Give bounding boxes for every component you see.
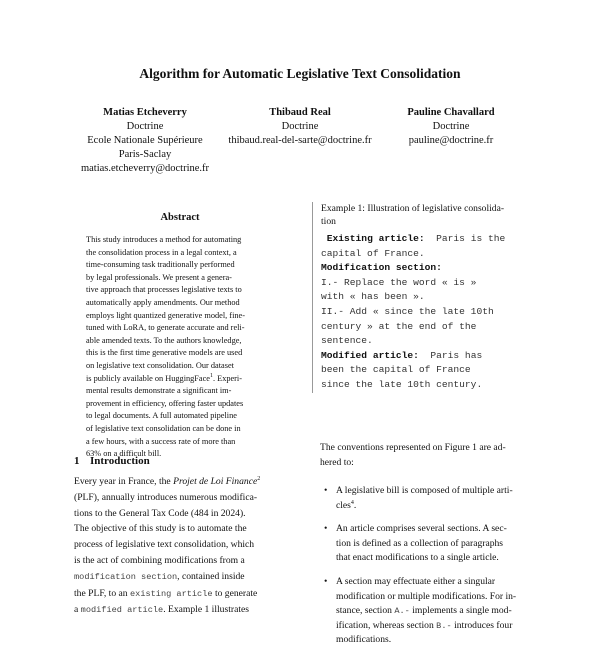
footnote-mark[interactable]: 1 xyxy=(209,372,213,379)
example-caption: Example 1: Illustration of legislative consolida- tion xyxy=(321,203,505,227)
abstract-line: 63% on a difficult bill. xyxy=(86,449,162,459)
list-item: • A section may effectuate either a singular modification or multiple modifications. For in- stance, section A.- implements a single mod- ification, whereas section B.- introduces four modifications. xyxy=(322,575,532,648)
example-box: Example 1: Illustration of legislative consolida- tion Existing article: Paris is the capital of France. Modification section: I.- Replace the word « is » with « has been ». II.- Add « since the late 10th century » at the end of the sentence. Modified article: Paris has been the capital of France since the late 10th century. xyxy=(312,202,541,393)
author-affiliation: Doctrine xyxy=(432,121,470,132)
abstract-line: is publicly available on HuggingFace$^1$. Experi- xyxy=(86,372,243,383)
author-institution: Paris-Saclay xyxy=(118,149,172,160)
abstract-line: on legislative text consolidation. Our dataset xyxy=(86,360,234,370)
abstract-line: This study introduces a method for automating xyxy=(86,235,242,244)
list-item: • A legislative bill is composed of multiple arti- cles$^4$. xyxy=(322,484,532,513)
abstract-line: employs light quantized generative model, fine- xyxy=(86,310,245,320)
inline-code: existing article xyxy=(130,588,213,599)
conventions-paragraph: The conventions represented on Figure 1 are ad- hered to: xyxy=(320,442,506,468)
list-item: • An article comprises several sections. A sec- tion is defined as a collection of paragraphs that enact modifications to a single article. xyxy=(322,522,532,566)
paper-title: Algorithm for Automatic Legislative Text Consolidation xyxy=(139,66,461,81)
abstract-line: able amended texts. To the authors knowledge, xyxy=(86,335,242,345)
abstract-line: tive approach that processes legislative texts to xyxy=(86,285,242,295)
abstract-line: a few hours, with a success rate of more than xyxy=(86,436,236,446)
inline-code: modified article xyxy=(80,605,164,616)
abstract-line: mental results demonstrate a significant im- xyxy=(86,386,232,396)
author-institution: Ecole Nationale Supérieure xyxy=(87,135,203,146)
inline-code: B.- xyxy=(436,620,452,631)
section-number: 1 xyxy=(74,455,80,467)
abstract-line: the consolidation process in a legal context, a xyxy=(86,247,237,257)
abstract-line: automatically apply amendments. Our method xyxy=(86,297,240,307)
section-heading xyxy=(74,455,150,467)
abstract-line: of legislative text consolidation can be done in xyxy=(86,423,241,433)
author-block-2 xyxy=(212,106,388,148)
author-affiliation: Doctrine xyxy=(281,121,319,132)
abstract-body xyxy=(86,234,276,461)
author-name: Thibaud Real xyxy=(269,107,331,118)
existing-article: Existing article: Paris is the xyxy=(326,233,506,244)
footnote-mark[interactable]: 4 xyxy=(350,499,354,506)
author-block-3 xyxy=(386,106,516,148)
footnote-mark[interactable]: 2 xyxy=(257,475,261,482)
abstract-line: time-consuming task traditionally performed xyxy=(86,260,235,270)
inline-code: modification section xyxy=(74,571,178,582)
abstract-line: this is the first time generative models are used xyxy=(86,348,243,358)
inline-code: A.- xyxy=(394,606,410,617)
author-block-1 xyxy=(60,106,230,176)
abstract-line: provement in efficiency, offering faster updates xyxy=(86,398,244,408)
author-email: pauline@doctrine.fr xyxy=(408,135,494,146)
modified-article: Modified article: Paris has xyxy=(321,349,483,361)
modification-section-label: Modification section: xyxy=(321,262,442,274)
author-email: thibaud.real-del-sarte@doctrine.fr xyxy=(228,135,372,146)
abstract-line: to legal documents. A full automated pipeline xyxy=(86,411,237,421)
author-name: Matias Etcheverry xyxy=(103,107,187,118)
abstract-line: by legal professionals. We present a genera- xyxy=(86,272,232,282)
author-name: Pauline Chavallard xyxy=(407,107,495,118)
author-affiliation: Doctrine xyxy=(126,121,164,132)
author-email: matias.etcheverry@doctrine.fr xyxy=(80,163,210,174)
intro-paragraph: Every year in France, the Projet de Loi Finance$^2$ (PLF), annually introduces numerous modifica- tions to the General Tax Code (484 in 2024). The objective of this study is to automate the process of legislative text consolidation, which is the act of combining modifications from a modification section, contained inside the PLF, to an existing article to generate a modified article. Example 1 illustrates xyxy=(74,475,261,616)
plf-title: Projet de Loi Finance xyxy=(173,476,258,487)
section-title: Introduction xyxy=(90,455,150,467)
abstract-heading: Abstract xyxy=(160,212,200,223)
conventions-list xyxy=(322,484,532,657)
abstract-line: tuned with LoRA, to generate accurate and reli- xyxy=(86,323,245,333)
